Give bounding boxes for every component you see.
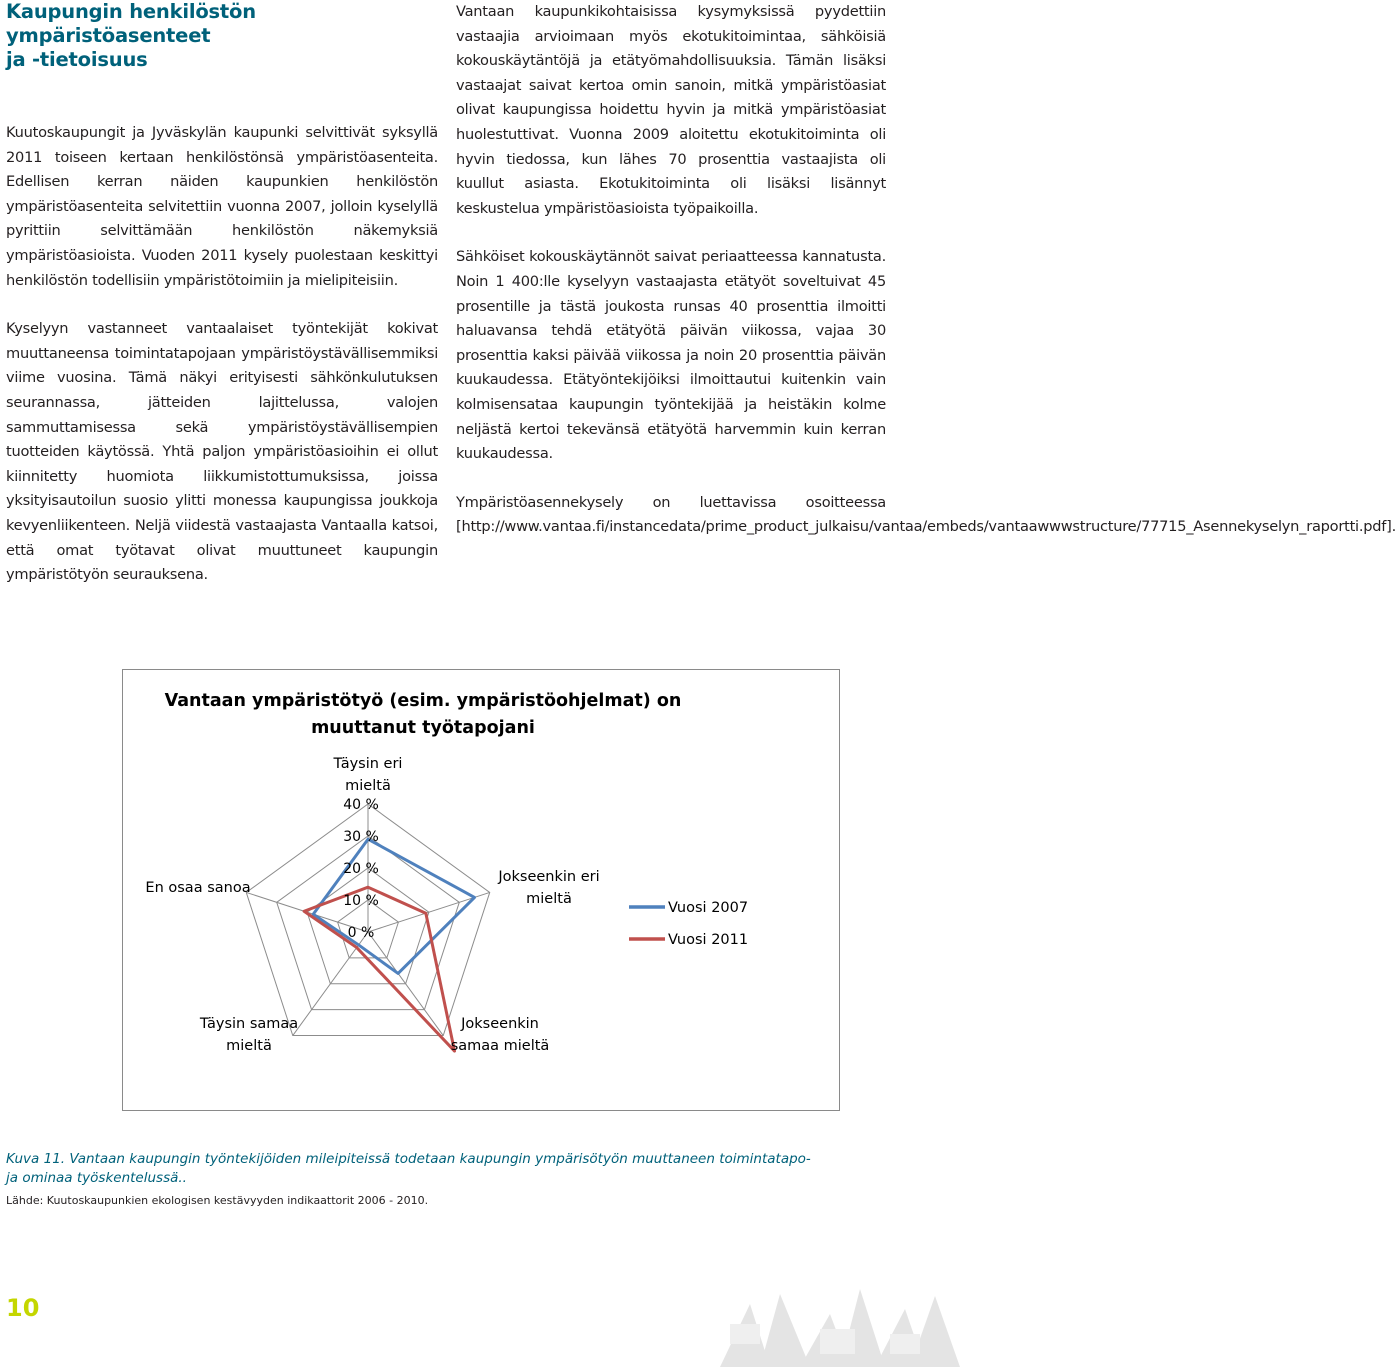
tick-label: 30 %	[343, 829, 379, 845]
heading-line-1: Kaupungin henkilöstön ympäristöasenteet	[6, 0, 256, 47]
article-heading	[6, 0, 438, 72]
figure-source: Lähde: Kuutoskaupunkien ekologisen kestävyyden indikaattorit 2006 - 2010.	[6, 1194, 429, 1207]
tick-label: 20 %	[343, 861, 379, 877]
radar-plot	[123, 670, 839, 1110]
chart-title-line-1: Vantaan ympäristötyö (esim. ympäristöohjelmat) on	[164, 691, 682, 711]
tick-label: 0 %	[347, 925, 375, 941]
left-paragraph-1: Kuutoskaupungit ja Jyväskylän kaupunki selvittivät syksyllä 2011 toiseen kertaan henkilöstönsä ympäristöasenteita. Edellisen kerran näiden kaupunkien henkilöstön ympäristöasenteita selvitettiin vuonna 2007, jolloin kyselyllä pyrittiin selvittämään henkilöstön näkemyksiä ympäristöasioista. Vuoden 2011 kysely puolestaan keskittyi henkilöstön todellisiin ympäristötoimiin ja mielipiteisiin.	[6, 124, 438, 289]
axis-label: mieltä	[526, 891, 572, 907]
axis-label: Täysin samaa	[199, 1016, 299, 1032]
series-line-1	[313, 839, 474, 973]
right-paragraph-2: Sähköiset kokouskäytännöt saivat periaatteessa kannatusta. Noin 1 400:lle kyselyyn vastaajasta etätyöt soveltuivat 45 prosentille ja tästä joukosta runsas 40 prosenttia ilmoitti haluavansa tehdä etätyötä päivän viikossa, vajaa 30 prosenttia kaksi päivää viikossa ja noin 20 prosenttia päivän kuukaudessa. Etätyöntekijöiksi ilmoittautui kuitenkin vain kolmisensataa kaupungin työntekijää ja heistäkin kolme neljästä kertoi tekevänsä etätyötä harvemmin kuin kerran kuukaudessa.	[456, 248, 886, 463]
heading-line-2: ja -tietoisuus	[6, 48, 148, 71]
series-line-2	[304, 887, 454, 1051]
right-paragraph-1: Vantaan kaupunkikohtaisissa kysymyksissä pyydettiin vastaajia arvioimaan myös ekotukitoimintaa, sähköisiä kokouskäytäntöjä ja etätyömahdollisuuksia. Tämän lisäksi vastaajat saivat kertoa omin sanoin, mitkä ympäristöasiat olivat kaupungissa hoidettu hyvin ja mitkä ympäristöasiat huolestuttivat. Vuonna 2009 aloitettu ekotukitoiminta oli hyvin tiedossa, kun lähes 70 prosenttia vastaajista oli kuullut asiasta. Ekotukitoiminta oli lisäksi lisännyt keskustelua ympäristöasioista työpaikoilla.	[456, 3, 886, 217]
legend-label: Vuosi 2011	[668, 932, 749, 948]
caption-line-1: Kuva 11. Vantaan kaupungin työntekijöiden mileipiteissä todetaan kaupungin ympärisötyön muuttaneen toimintatapo-	[6, 1151, 811, 1167]
right-column	[456, 0, 1396, 540]
axis-label: mieltä	[345, 778, 391, 794]
axis-label: En osaa sanoa	[145, 880, 251, 896]
axis-label: Jokseenkin eri	[498, 869, 600, 885]
left-paragraph-2: Kyselyyn vastanneet vantaalaiset työntekijät kokivat muuttaneensa toimintatapojaan ympäristöystävällisemmiksi viime vuosina. Tämä näkyi erityisesti sähkönkulutuksen seurannassa, jätteiden lajittelussa, valojen sammuttamisessa sekä ympäristöystävällisempien tuotteiden käytössä. Yhtä paljon ympäristöasioihin ei ollut kiinnitetty huomiota liikkumistottumuksissa, joissa yksityisautoilun suosio ylitti monessa kaupungissa joukkoja kevyenliikenteen. Neljä viidestä vastaajasta Vantaalla katsoi, että omat työtavat olivat muuttuneet kaupungin ympäristötyön seurauksena.	[6, 320, 438, 584]
figure-caption	[6, 1150, 826, 1188]
caption-line-2: ja ominaa työskentelussä..	[6, 1170, 187, 1186]
axis-label: Täysin eri	[333, 756, 403, 772]
decorative-pattern-graphic	[710, 1284, 960, 1367]
legend-label: Vuosi 2007	[668, 900, 749, 916]
chart-title-line-2: muuttanut työtapojani	[311, 718, 535, 738]
tick-label: 10 %	[343, 893, 379, 909]
radar-chart	[122, 669, 840, 1111]
decorative-pattern	[710, 1284, 960, 1367]
tick-label: 40 %	[343, 797, 379, 813]
axis-label: samaa mieltä	[450, 1038, 550, 1054]
left-column	[6, 0, 438, 588]
axis-label: mieltä	[226, 1038, 272, 1054]
right-paragraph-3: Ympäristöasennekysely on luettavissa osoitteessa [http://www.vantaa.fi/instancedata/prime_product_julkaisu/vantaa/embeds/vantaawwwstructure/77715_Asennekyselyn_raportti.pdf].	[456, 493, 1396, 536]
page-number: 10	[6, 1294, 40, 1322]
axis-label: Jokseenkin	[461, 1016, 539, 1032]
